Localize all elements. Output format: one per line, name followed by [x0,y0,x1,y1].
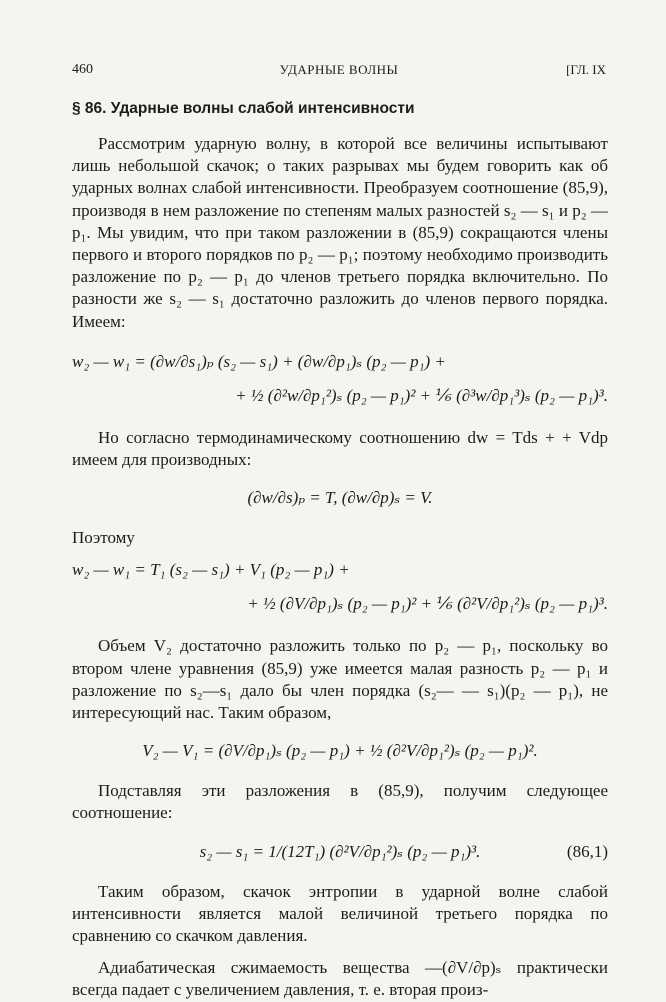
page-body [72,100,608,1002]
equation-2: (∂w/∂s)ₚ = T, (∂w/∂p)ₛ = V. [247,488,433,508]
paragraph-3: Поэтому [72,528,135,548]
paragraph-6: Таким образом, скачок энтропии в ударной волне слабой интенсивности является малой величиной третьего порядка по сравнению со скачком давления. [72,881,608,946]
equation-5: s₂ — s₁ = 1/(12T₁) (∂²V/∂p₁²)ₛ (p₂ — p₁)³. [199,841,481,861]
paragraph-4: Объем V₂ достаточно разложить только по p₂ — p₁, поскольку во втором члене уравнения (85,9) уже имеется малая разность p₂ — p₁ и разложение по s₂—s₁ дало бы член порядка (s₂— — s₁)(p₂ — p₁), не интересующий нас. Таким образом, [72,636,608,723]
equation-3-line-1: w₂ — w₁ = T₁ (s₂ — s₁) + V₁ (p₂ — p₁) + [72,560,350,580]
equation-number: (86,1) [566,841,608,861]
section-title: § 86. Ударные волны слабой интенсивности [72,100,415,117]
equation-1-line-2: + ½ (∂²w/∂p₁²)ₛ (p₂ — p₁)² + ⅙ (∂³w/∂p₁³)ₛ (p₂ — p₁)³. [235,385,608,405]
equation-5-row [72,835,608,869]
equation-3-line-2: + ½ (∂V/∂p₁)ₛ (p₂ — p₁)² + ⅙ (∂²V/∂p₁²)ₛ (p₂ — p₁)³. [247,594,608,614]
equation-1-line-1: w₂ — w₁ = (∂w/∂s₁)ₚ (s₂ — s₁) + (∂w/∂p₁)ₛ (p₂ — p₁) + [72,351,446,371]
paragraph-5: Подставляя эти разложения в (85,9), получим следующее соотношение: [72,781,608,823]
paragraph-1: Рассмотрим ударную волну, в которой все величины испытывают лишь небольшой скачок; о таких разрывах мы будем говорить как об ударных волнах слабой интенсивности. Преобразуем соотношение (85,9), производя в нем разложение по степеням малых разностей s₂ — s₁ и p₂ — p₁. Мы увидим, что при таком разложении в (85,9) сокращаются члены первого и второго порядков по p₂ — p₁; поэтому необходимо производить разложение по p₂ — p₁ до членов третьего порядка включительно. По разности же s₂ — s₁ достаточно разложить до членов первого порядка. Имеем: [72,134,608,331]
running-header [72,62,606,82]
equation-4: V₂ — V₁ = (∂V/∂p₁)ₛ (p₂ — p₁) + ½ (∂²V/∂p₁²)ₛ (p₂ — p₁)². [142,741,538,761]
page-number: 460 [72,62,93,77]
paragraph-2: Но согласно термодинамическому соотношению dw = Tds + + Vdp имеем для производных: [72,427,608,470]
running-title: УДАРНЫЕ ВОЛНЫ [279,62,399,77]
paragraph-7: Адиабатическая сжимаемость вещества —(∂V/∂p)ₛ практически всегда падает с увеличением давления, т. е. вторая произ- [72,958,608,1000]
chapter-label: [ГЛ. IX [566,62,606,77]
